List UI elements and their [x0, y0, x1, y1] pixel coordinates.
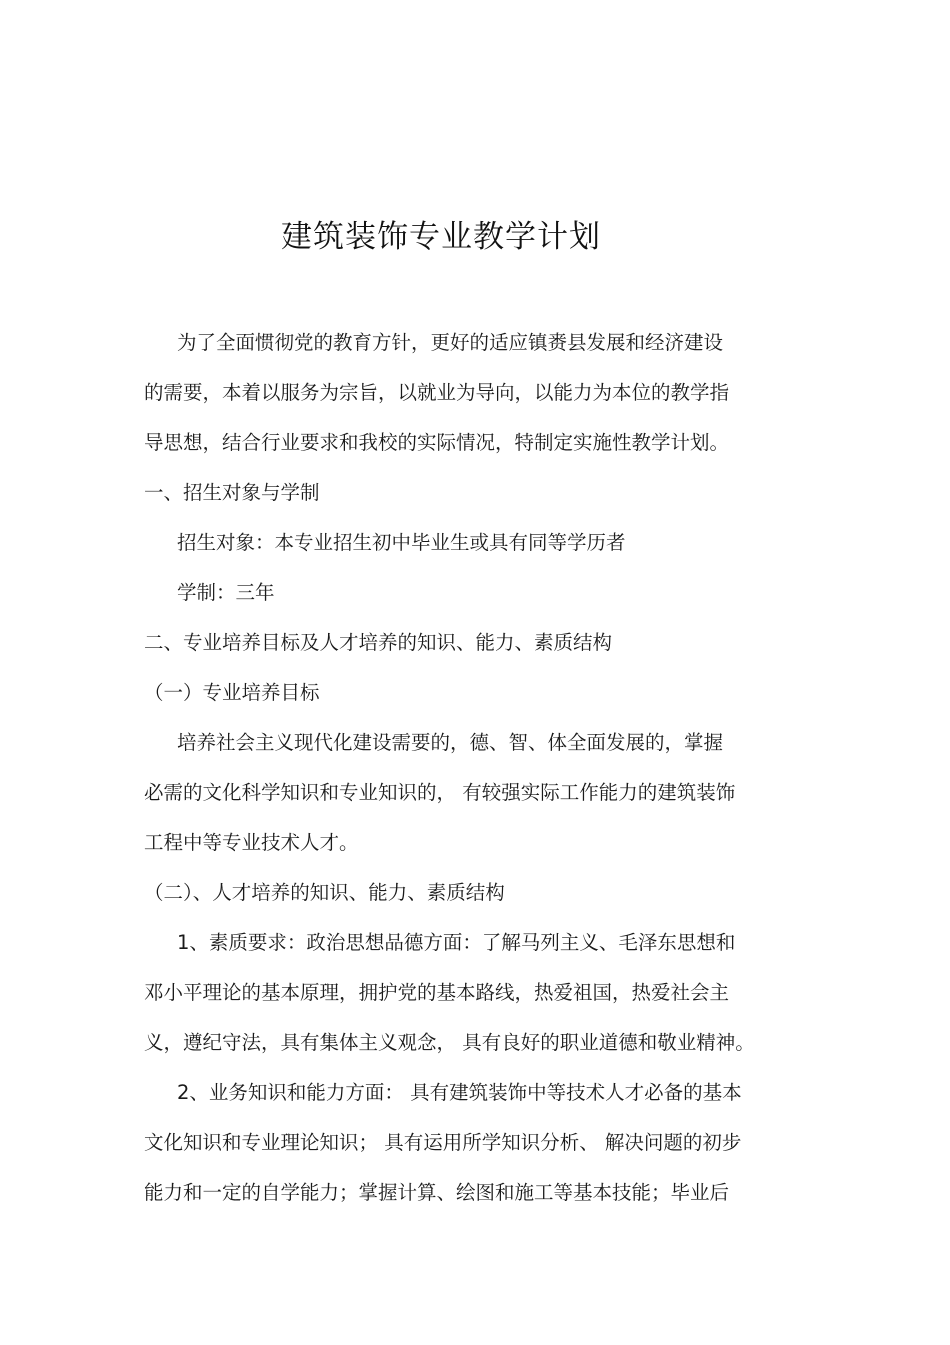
paragraph-line: 为了全面惯彻党的教育方针，更好的适应镇赉县发展和经济建设 — [177, 331, 724, 354]
paragraph-line: 2、业务知识和能力方面： 具有建筑装饰中等技术人才必备的基本 — [177, 1081, 742, 1104]
paragraph-line: 邓小平理论的基本原理，拥护党的基本路线，热爱祖国，热爱社会主 — [144, 981, 730, 1004]
section-heading: 二、专业培养目标及人才培养的知识、能力、素质结构 — [144, 631, 613, 654]
paragraph-line: 必需的文化科学知识和专业知识的， 有较强实际工作能力的建筑装饰 — [144, 781, 736, 804]
paragraph-line: 1、素质要求：政治思想品德方面：了解马列主义、毛泽东思想和 — [177, 931, 736, 954]
subsection-heading: （二）、人才培养的知识、能力、素质结构 — [144, 881, 505, 904]
subsection-heading: （一）专业培养目标 — [144, 681, 320, 704]
paragraph-line: 学制：三年 — [177, 581, 275, 604]
section-heading: 一、招生对象与学制 — [144, 481, 320, 504]
paragraph-line: 能力和一定的自学能力；掌握计算、绘图和施工等基本技能；毕业后 — [144, 1181, 730, 1204]
document-title: 建筑装饰专业教学计划 — [281, 219, 601, 255]
paragraph-line: 导思想，结合行业要求和我校的实际情况，特制定实施性教学计划。 — [144, 431, 730, 454]
paragraph-line: 培养社会主义现代化建设需要的，德、智、体全面发展的，掌握 — [177, 731, 724, 754]
paragraph-line: 招生对象：本专业招生初中毕业生或具有同等学历者 — [177, 531, 626, 554]
paragraph-line: 的需要，本着以服务为宗旨，以就业为导向，以能力为本位的教学指 — [144, 381, 730, 404]
paragraph-line: 工程中等专业技术人才。 — [144, 831, 359, 854]
paragraph-line: 文化知识和专业理论知识； 具有运用所学知识分析、 解决问题的初步 — [144, 1131, 742, 1154]
paragraph-line: 义，遵纪守法，具有集体主义观念， 具有良好的职业道德和敬业精神。 — [144, 1031, 755, 1054]
